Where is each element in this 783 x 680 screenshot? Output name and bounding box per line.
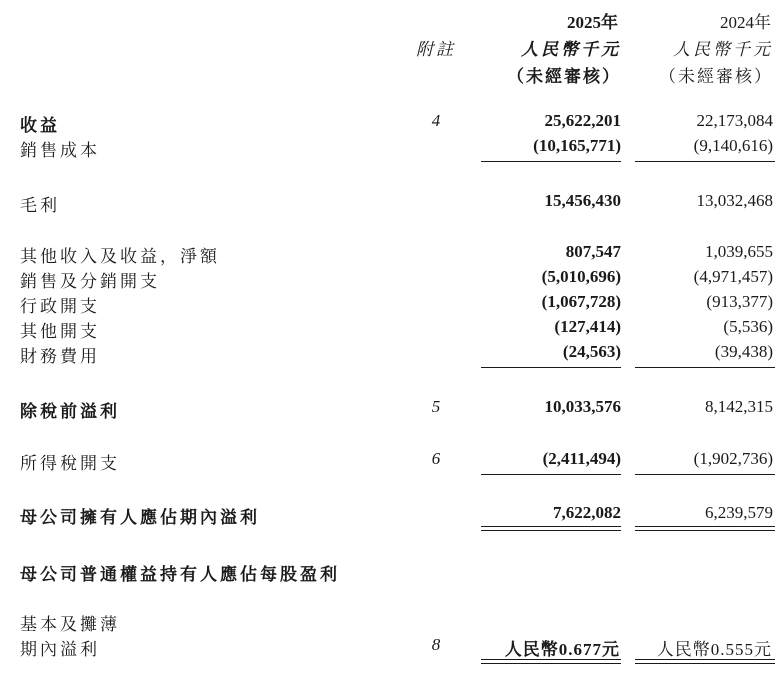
row-v1-profit-before-tax: 10,033,576: [544, 397, 621, 416]
row-label-profit-for-period: 期內溢利: [20, 640, 100, 660]
row-label-selling-expenses: 銷售及分銷開支: [20, 272, 160, 292]
double-line-top-col1: [481, 526, 621, 527]
note-column-header: 附註: [416, 40, 456, 59]
col2-audit-header: （未經審核）: [659, 67, 773, 86]
row-v1-revenue: 25,622,201: [544, 111, 621, 130]
row-v2-profit-before-tax: 8,142,315: [705, 397, 773, 416]
row-label-gross-profit: 毛利: [20, 196, 60, 216]
subtotal-line-2-col1: [481, 367, 621, 368]
subtotal-line-1-col2: [635, 161, 775, 162]
row-v2-other-income: 1,039,655: [705, 242, 773, 261]
row-note-income-tax: 6: [431, 449, 441, 468]
col1-audit-header: （未經審核）: [507, 67, 621, 86]
row-v1-income-tax: (2,411,494): [542, 449, 621, 468]
row-v1-cost-of-sales: (10,165,771): [533, 136, 621, 155]
subtotal-line-1-col1: [481, 161, 621, 162]
row-v2-income-tax: (1,902,736): [693, 449, 773, 468]
row-label-other-expenses: 其他開支: [20, 322, 100, 342]
row-v2-revenue: 22,173,084: [696, 111, 773, 130]
row-label-profit-before-tax: 除稅前溢利: [20, 402, 120, 422]
row-label-income-tax: 所得稅開支: [20, 454, 120, 474]
double-line-bottom-eps-col1: [481, 663, 621, 664]
row-label-eps-heading: 母公司普通權益持有人應佔每股盈利: [20, 565, 340, 585]
row-v2-profit-attributable: 6,239,579: [705, 503, 773, 522]
row-v2-selling-expenses: (4,971,457): [693, 267, 773, 286]
row-v1-gross-profit: 15,456,430: [544, 191, 621, 210]
row-v1-finance-costs: (24,563): [562, 342, 621, 361]
double-line-top-eps-col1: [481, 659, 621, 660]
row-label-profit-attributable: 母公司擁有人應佔期內溢利: [20, 508, 260, 528]
row-note-profit-for-period: 8: [431, 635, 441, 654]
subtotal-line-3-col2: [635, 474, 775, 475]
col2-year-header: 2024年: [720, 13, 771, 32]
row-v1-profit-attributable: 7,622,082: [553, 503, 621, 522]
col2-currency-header: 人民幣千元: [673, 40, 773, 59]
row-v2-admin-expenses: (913,377): [706, 292, 773, 311]
row-v1-admin-expenses: (1,067,728): [541, 292, 621, 311]
row-v2-cost-of-sales: (9,140,616): [693, 136, 773, 155]
col1-currency-header: 人民幣千元: [521, 40, 621, 59]
double-line-bottom-col2: [635, 530, 775, 531]
row-note-profit-before-tax: 5: [431, 397, 441, 416]
double-line-bottom-col1: [481, 530, 621, 531]
row-label-finance-costs: 財務費用: [20, 347, 100, 367]
row-label-revenue: 收益: [20, 116, 60, 136]
row-label-admin-expenses: 行政開支: [20, 297, 100, 317]
double-line-bottom-eps-col2: [635, 663, 775, 664]
row-v1-eps: 人民幣0.677元: [504, 640, 620, 659]
double-line-top-eps-col2: [635, 659, 775, 660]
row-v1-other-expenses: (127,414): [554, 317, 621, 336]
row-note-revenue: 4: [431, 111, 441, 130]
row-label-cost-of-sales: 銷售成本: [20, 141, 100, 161]
row-v2-finance-costs: (39,438): [714, 342, 773, 361]
subtotal-line-2-col2: [635, 367, 775, 368]
col1-year-header: 2025年: [567, 13, 618, 32]
row-label-other-income: 其他收入及收益，淨額: [20, 247, 220, 267]
subtotal-line-3-col1: [481, 474, 621, 475]
row-v1-selling-expenses: (5,010,696): [541, 267, 621, 286]
row-v1-other-income: 807,547: [565, 242, 621, 261]
row-v2-eps: 人民幣0.555元: [656, 640, 772, 659]
row-v2-gross-profit: 13,032,468: [696, 191, 773, 210]
double-line-top-col2: [635, 526, 775, 527]
row-label-basic-diluted: 基本及攤薄: [20, 615, 120, 635]
row-v2-other-expenses: (5,536): [723, 317, 773, 336]
